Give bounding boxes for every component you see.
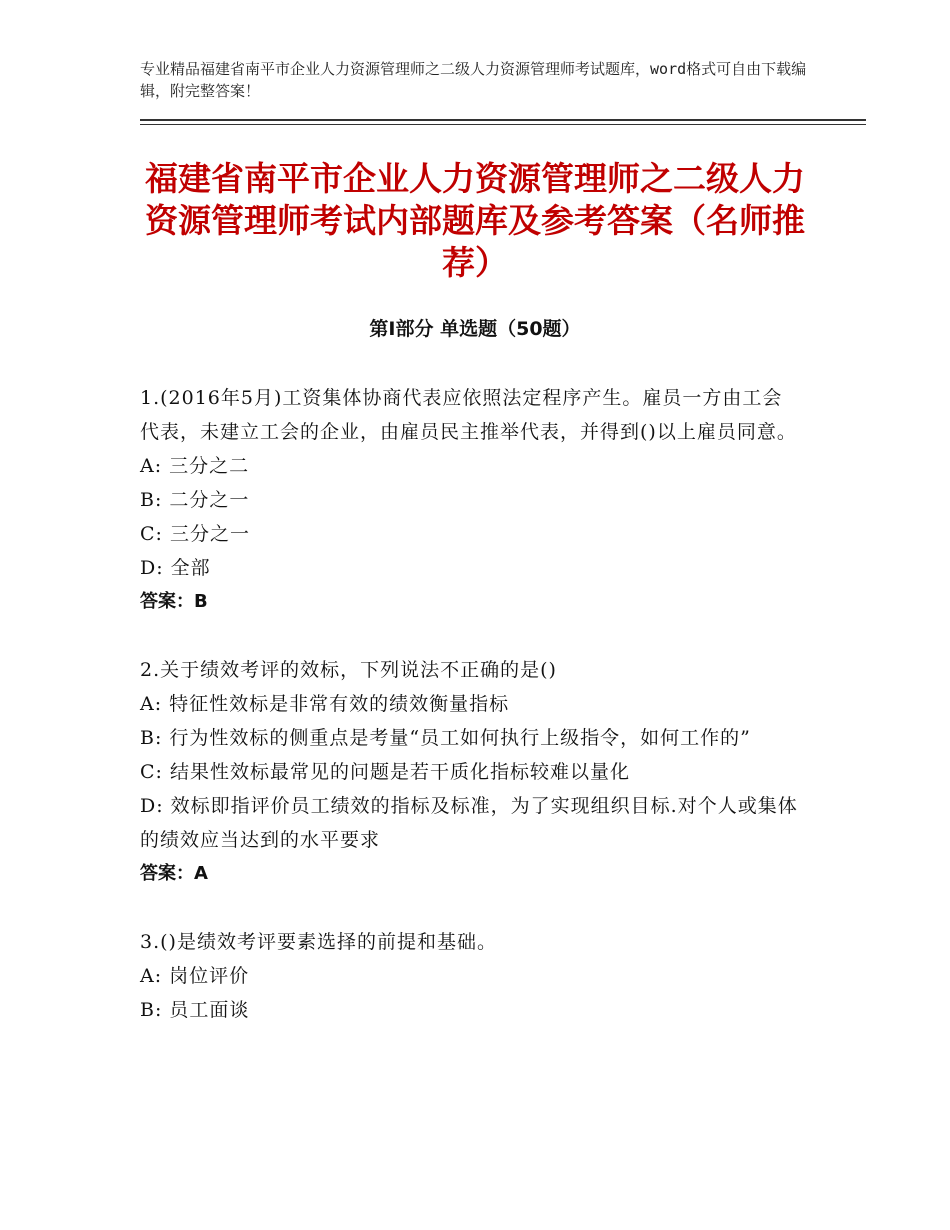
question-1	[140, 381, 800, 619]
option-d: D: 全部	[140, 557, 211, 579]
header-rule-thick	[140, 119, 866, 121]
question-text: 2.关于绩效考评的效标，下列说法不正确的是()	[140, 659, 557, 681]
question-2	[140, 653, 800, 891]
option-c: C: 结果性效标最常见的问题是若干质化指标较难以量化	[140, 761, 630, 783]
option-a: A: 三分之二	[140, 455, 250, 477]
section-heading: 第Ⅰ部分 单选题（50题）	[369, 318, 581, 340]
header-note: 专业精品福建省南平市企业人力资源管理师之二级人力资源管理师考试题库，word格式可自由下载编辑，附完整答案！	[140, 60, 807, 100]
option-c: C: 三分之一	[140, 523, 250, 545]
document-title: 福建省南平市企业人力资源管理师之二级人力资源管理师考试内部题库及参考答案（名师推荐）	[145, 159, 805, 282]
option-d: D: 效标即指评价员工绩效的指标及标准，为了实现组织目标.对个人或集体的绩效应当达到的水平要求	[140, 795, 798, 851]
header-rule-thin	[140, 124, 866, 125]
option-a: A: 特征性效标是非常有效的绩效衡量指标	[140, 693, 510, 715]
question-3	[140, 925, 800, 1027]
answer: 答案：B	[140, 591, 208, 612]
option-b: B: 二分之一	[140, 489, 250, 511]
question-text: 1.(2016年5月)工资集体协商代表应依照法定程序产生。雇员一方由工会代表，未建立工会的企业，由雇员民主推举代表，并得到()以上雇员同意。	[140, 387, 797, 443]
question-list	[140, 381, 800, 1061]
answer: 答案：A	[140, 863, 208, 884]
option-b: B: 行为性效标的侧重点是考量“员工如何执行上级指令，如何工作的”	[140, 727, 751, 749]
option-b: B: 员工面谈	[140, 999, 250, 1021]
option-a: A: 岗位评价	[140, 965, 250, 987]
question-text: 3.()是绩效考评要素选择的前提和基础。	[140, 931, 497, 953]
